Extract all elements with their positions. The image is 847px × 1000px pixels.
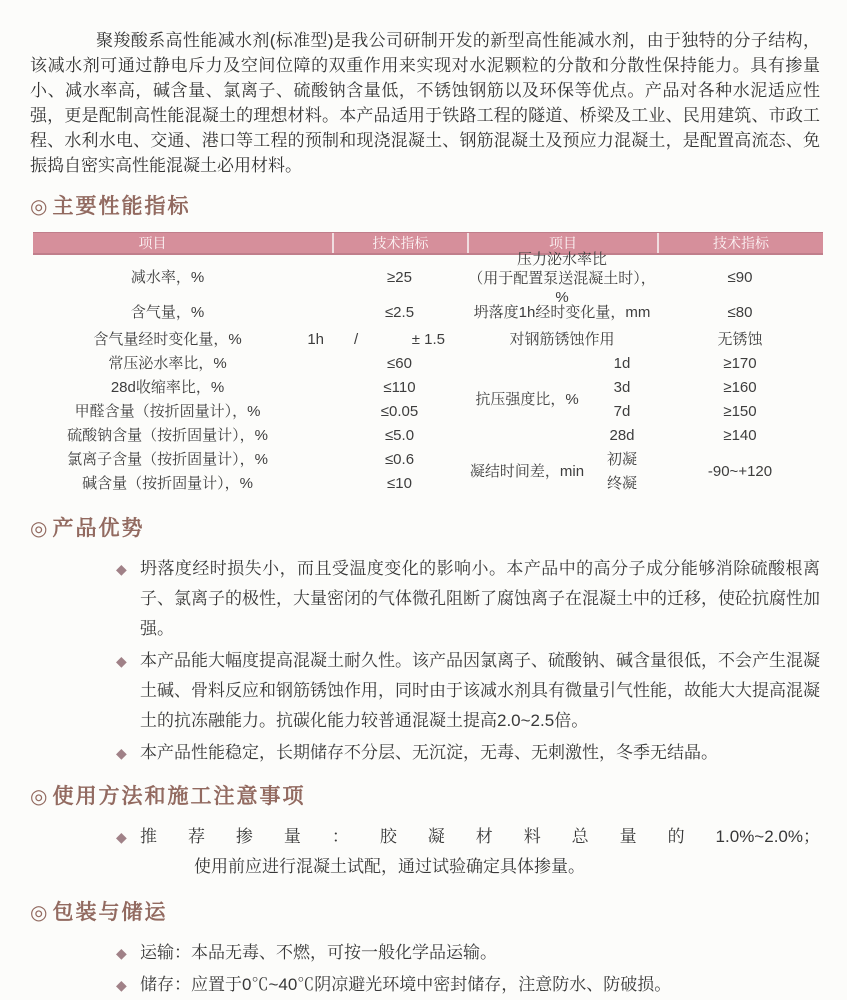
table-left-half [33, 257, 467, 496]
table-right-half [467, 250, 823, 496]
dosage-note: 使用前应进行混凝土试配，通过试验确定具体掺量。 [194, 857, 585, 876]
section-title-usage [30, 784, 820, 810]
list-item [88, 970, 820, 1000]
section-marker-icon: ◎ [30, 196, 48, 218]
usage-list [30, 822, 820, 882]
row-value: 无锈蚀 [717, 330, 763, 348]
table-header-spec-left: 技术指标 [332, 233, 467, 253]
diamond-bullet-icon: ◆ [116, 977, 127, 993]
section-title-text: 使用方法和施工注意事项 [52, 785, 306, 808]
list-item [88, 938, 820, 968]
row-item: 氯离子含量（按折固量计），% [67, 451, 268, 468]
row-value: ≥160 [723, 379, 757, 396]
row-value: ≤110 [383, 379, 416, 396]
diamond-bullet-icon: ◆ [116, 829, 127, 845]
row-value-text: ± 1.5 [411, 330, 445, 348]
row-value [332, 327, 467, 352]
row-item: 对钢筋锈蚀作用 [509, 330, 615, 348]
section-title-packaging [30, 900, 820, 926]
list-item-text: 运输：本品无毒、不燃，可按一般化学品运输。 [140, 943, 497, 962]
row-age: 1d [613, 355, 631, 372]
row-item: 甲醛含量（按折固量计），% [74, 403, 261, 420]
list-item-text: 坍落度经时损失小，而且受温度变化的影响小。本产品中的高分子成分能够消除硫酸根离子、氯离子的极性，大量密闭的气体微孔阻断了腐蚀离子在混凝土中的迁移，使砼抗腐性加强。 [140, 559, 820, 638]
row-item-label: 含气量经时变化量，% [93, 330, 242, 348]
list-item-text: 本产品性能稳定，长期储存不分层、无沉淀，无毒、无刺激性，冬季无结晶。 [140, 743, 718, 762]
section-title-text: 包装与储运 [52, 901, 168, 924]
row-sub: 初凝 [606, 451, 637, 468]
row-value: ≤60 [387, 355, 412, 372]
row-value: ≤0.6 [384, 451, 415, 468]
row-item: 减水率，% [130, 269, 205, 286]
row-item [33, 327, 332, 352]
list-item [88, 646, 820, 736]
diamond-bullet-icon: ◆ [116, 745, 127, 761]
row-value: ≤80 [727, 304, 753, 321]
diamond-bullet-icon: ◆ [116, 561, 127, 577]
row-value: -90~+120 [707, 463, 773, 480]
row-item-line2: （用于配置泵送混凝土时），% [468, 269, 656, 306]
intro-paragraph: 聚羧酸系高性能减水剂(标准型)是我公司研制开发的新型高性能减水剂，由于独特的分子结构，该减水剂可通过静电斥力及空间位障的双重作用来实现对水泥颗粒的分散和分散性保持能力。具有掺量小、减水率高，碱含量、氯离子、硫酸钠含量低，不锈蚀钢筋以及环保等优点。产品对各种水泥适应性强，更是配制高性能混凝土的理想材料。本产品适用于铁路工程的隧道、桥梁及工业、民用建筑、市政工程、水利水电、交通、港口等工程的预制和现浇混凝土、钢筋混凝土及预应力混凝土，是配置高流态、免振捣自密实高性能混凝土必用材料。 [30, 31, 820, 175]
dosage-label: 推荐掺量：胶凝材料总量的1.0%~2.0%； [140, 827, 820, 846]
list-item [88, 822, 820, 882]
section-title-performance [30, 194, 820, 220]
row-value: ≤0.05 [380, 403, 419, 420]
row-value: ≤5.0 [384, 427, 415, 444]
row-value: ≥150 [723, 403, 757, 420]
list-item [88, 738, 820, 768]
row-group-label: 凝结时间差，min [469, 463, 585, 480]
section-title-text: 产品优势 [52, 517, 145, 540]
list-item-text: 本产品能大幅度提高混凝土耐久性。该产品因氯离子、硫酸钠、碱含量很低，不会产生混凝土碱、骨料反应和钢筋锈蚀作用，同时由于该减水剂具有微量引气性能，故能大大提高混凝土的抗冻融能力。抗碳化能力较普通混凝土提高2.0~2.5倍。 [140, 651, 820, 730]
section-marker-icon: ◎ [30, 786, 48, 808]
row-value: ≤2.5 [384, 304, 415, 321]
row-item: 硫酸钠含量（按折固量计），% [67, 427, 268, 444]
row-value: ≤90 [727, 269, 753, 286]
section-marker-icon: ◎ [30, 518, 48, 540]
row-age: 7d [613, 403, 631, 420]
row-sub: 终凝 [606, 475, 637, 492]
row-item-line1: 压力泌水率比 [516, 250, 607, 268]
table-body [33, 250, 823, 496]
table-header-item-right: 项目 [467, 233, 657, 253]
row-item: 坍落度1h经时变化量，mm [473, 304, 651, 321]
row-value: ≥170 [723, 355, 757, 372]
row-value: ≥140 [723, 427, 757, 444]
section-marker-icon: ◎ [30, 902, 48, 924]
table-header-row [33, 232, 823, 255]
diamond-bullet-icon: ◆ [116, 945, 127, 961]
list-item-text: 储存：应置于0℃~40℃阴凉避光环境中密封储存，注意防水、防破损。 [140, 975, 672, 994]
advantages-list [30, 554, 820, 768]
row-slash: / [354, 330, 359, 348]
section-title-text: 主要性能指标 [52, 195, 191, 218]
row-age: 3d [613, 379, 631, 396]
list-item [88, 554, 820, 644]
row-value: ≥25 [387, 269, 412, 286]
section-title-advantages [30, 516, 820, 542]
row-value: ≤10 [387, 475, 412, 492]
table-header-item-left: 项目 [138, 235, 167, 251]
diamond-bullet-icon: ◆ [116, 653, 127, 669]
row-item: 常压泌水率比，% [108, 355, 227, 372]
row-item: 28d收缩率比，% [110, 379, 225, 396]
performance-table [33, 232, 823, 496]
row-group-label: 抗压强度比，% [475, 391, 579, 408]
row-time-sub: 1h [307, 330, 324, 348]
packaging-list [30, 938, 820, 1000]
row-item: 碱含量（按折固量计），% [82, 475, 253, 492]
row-item: 含气量，% [130, 304, 205, 321]
row-age: 28d [609, 427, 635, 444]
table-header-spec-right: 技术指标 [657, 233, 823, 253]
row-item [467, 250, 657, 306]
